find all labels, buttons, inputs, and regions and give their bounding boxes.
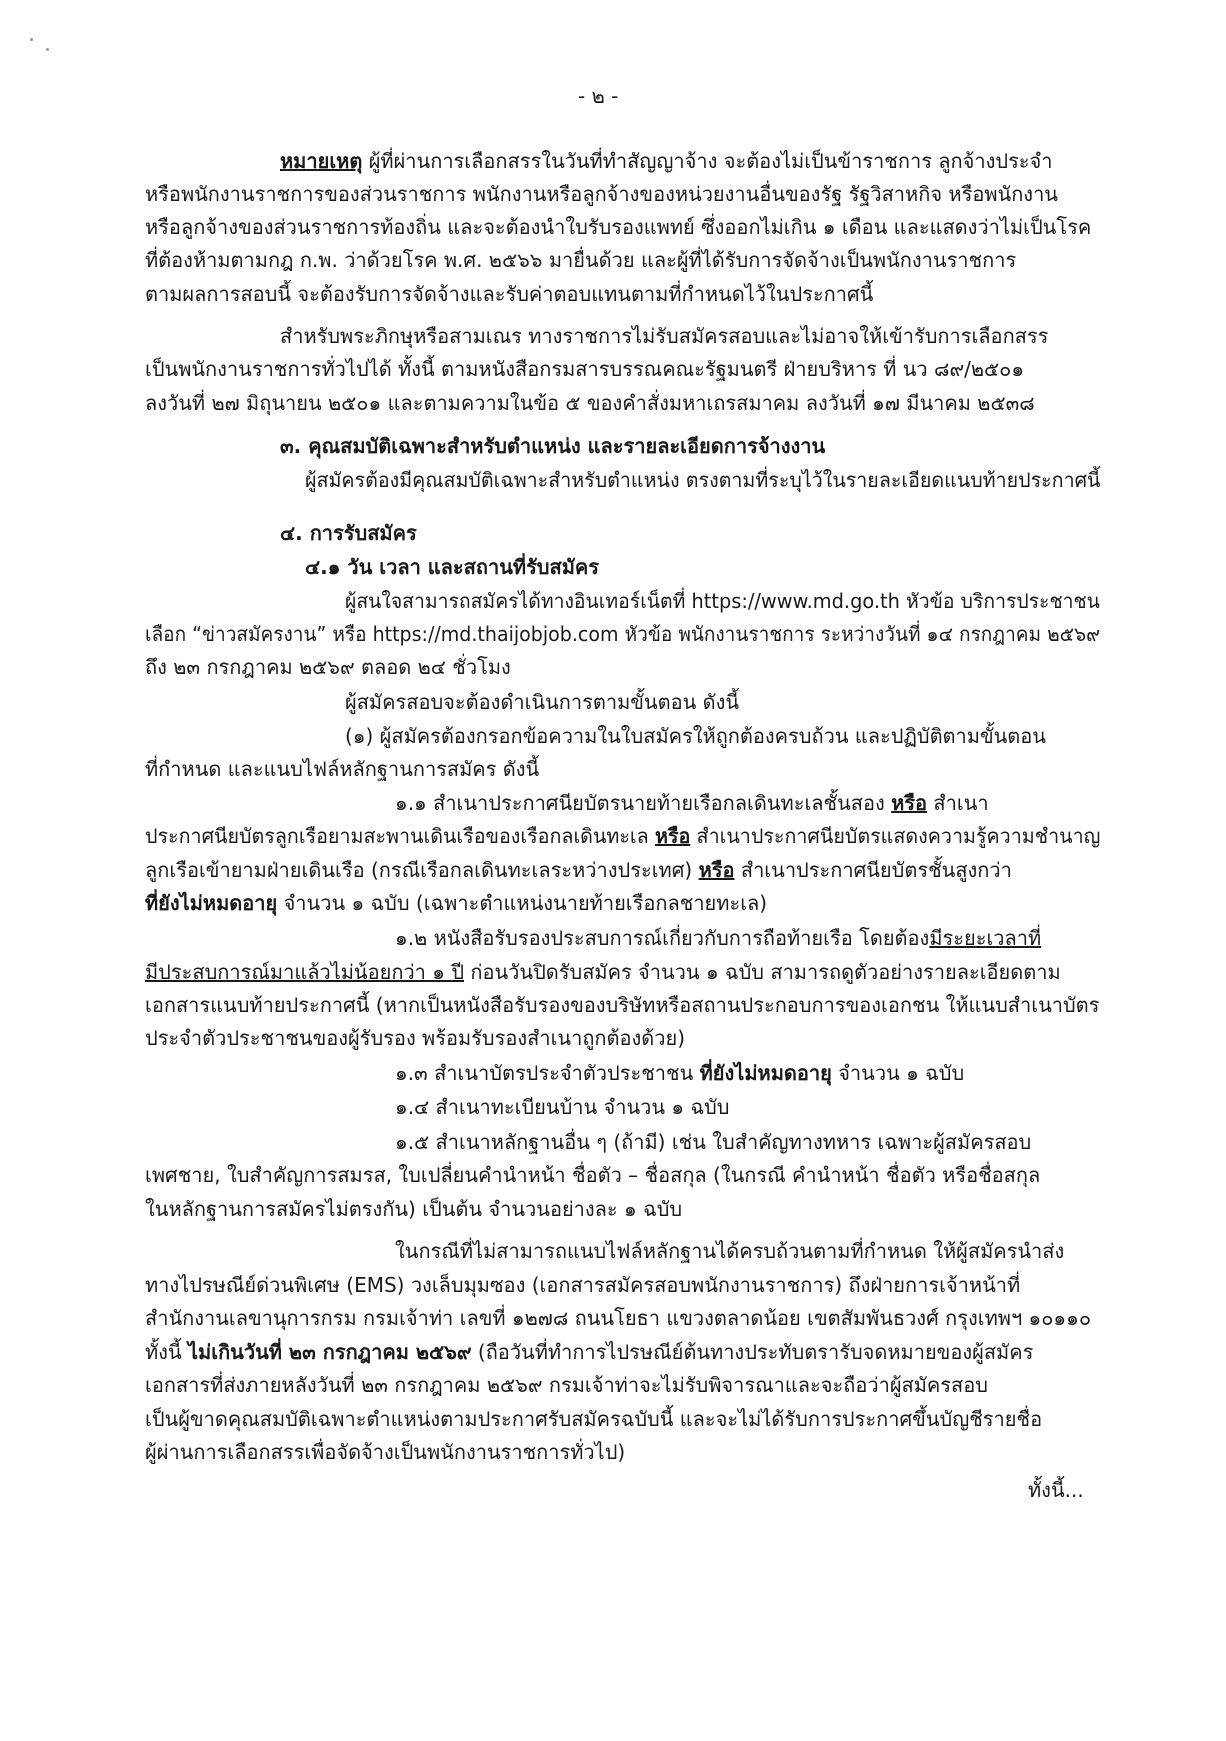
step-1-line-1: (๑) ผู้สมัครต้องกรอกข้อความในใบสมัครให้ถูกต้องครบถ้วน และปฏิบัติตามขั้นตอน — [345, 724, 1046, 748]
section-4-1-heading: ๔.๑ วัน เวลา และสถานที่รับสมัคร — [305, 555, 600, 579]
item-1-1-line-4 — [145, 889, 767, 917]
steps-intro: ผู้สมัครสอบจะต้องดำเนินการตามขั้นตอน ดังนี้ — [345, 690, 740, 714]
section-4-heading: ๔. การรับสมัคร — [280, 521, 417, 545]
item-1-3-line — [395, 1059, 964, 1087]
emphasis-experience: มีระยะเวลาที่ — [929, 926, 1042, 950]
ems-text: (ถือวันที่ทำการไปรษณีย์ต้นทางประทับตรารับจดหมายของผู้สมัคร — [471, 1340, 1034, 1364]
item-1-5-line-2: เพศชาย, ใบสำคัญการสมรส, ใบเปลี่ยนคำนำหน้า ชื่อตัว – ชื่อสกุล (ในกรณี คำนำหน้า ชื่อตัว หรือชื่อสกุล — [145, 1163, 1041, 1187]
monk-line-1: สำหรับพระภิกษุหรือสามเณร ทางราชการไม่รับสมัครสอบและไม่อาจให้เข้ารับการเลือกสรร — [280, 324, 1049, 348]
item-text: ๑.๓ สำเนาบัตรประจำตัวประชาชน — [395, 1061, 700, 1085]
item-text: ประกาศนียบัตรลูกเรือยามสะพานเดินเรือของเรือกลเดินทะเล — [145, 824, 655, 848]
item-1-2-line-2 — [145, 958, 1061, 986]
note-line-4: ที่ต้องห้ามตามกฎ ก.พ. ว่าด้วยโรค พ.ศ. ๒๕๖๖ มายื่นด้วย และผู้ที่ได้รับการจัดจ้างเป็นพนักงานราชการ — [145, 248, 1017, 272]
note-label: หมายเหตุ — [280, 149, 363, 173]
item-text: ๑.๑ สำเนาประกาศนียบัตรนายท้ายเรือกลเดินทะเลชั้นสอง — [395, 791, 892, 815]
scan-speck — [30, 38, 33, 41]
ems-line-4 — [145, 1338, 1033, 1366]
item-text: ๑.๒ หนังสือรับรองประสบการณ์เกี่ยวกับการถือท้ายเรือ โดยต้อง — [395, 926, 930, 950]
ems-line-7: ผู้ผ่านการเลือกสรรเพื่อจัดจ้างเป็นพนักงานราชการทั่วไป) — [145, 1440, 626, 1464]
ems-deadline: ไม่เกินวันที่ ๒๓ กรกฎาคม ๒๕๖๙ — [187, 1340, 472, 1364]
note-text: ผู้ที่ผ่านการเลือกสรรในวันที่ทำสัญญาจ้าง จะต้องไม่เป็นข้าราชการ ลูกจ้างประจำ — [368, 149, 1053, 173]
item-1-1-line-2 — [145, 822, 1100, 850]
ems-line-1: ในกรณีที่ไม่สามารถแนบไฟล์หลักฐานได้ครบถ้วนตามที่กำหนด ให้ผู้สมัครนำส่ง — [395, 1239, 1065, 1263]
emphasis-not-expired: ที่ยังไม่หมดอายุ — [145, 891, 278, 915]
item-text: ลูกเรือเข้ายามฝ่ายเดินเรือ (กรณีเรือกลเดินทะเลระหว่างประเทศ) — [145, 858, 699, 882]
item-1-2-line-4: ประจำตัวประชาชนของผู้รับรอง พร้อมรับรองสำเนาถูกต้องด้วย) — [145, 1026, 686, 1050]
ems-line-2: ทางไปรษณีย์ด่วนพิเศษ (EMS) วงเล็บมุมซอง (เอกสารสมัครสอบพนักงานราชการ) ถึงฝ่ายการเจ้าหน้าที่ — [145, 1273, 1021, 1297]
section-3-text: ผู้สมัครต้องมีคุณสมบัติเฉพาะสำหรับตำแหน่ง ตรงตามที่ระบุไว้ในรายละเอียดแนบท้ายประกาศนี้ — [305, 468, 1101, 492]
scan-speck — [46, 48, 49, 51]
item-text: ก่อนวันปิดรับสมัคร จำนวน ๑ ฉบับ สามารถดูตัวอย่างรายละเอียดตาม — [464, 960, 1061, 984]
apply-line-2: เลือก “ข่าวสมัครงาน” หรือ https://md.thaijobjob.com หัวข้อ พนักงานราชการ ระหว่างวันที่ ๑๔ กรกฎาคม ๒๕๖๙ — [145, 622, 1101, 646]
emphasis-not-expired: ที่ยังไม่หมดอายุ — [699, 1061, 832, 1085]
apply-line-1: ผู้สนใจสามารถสมัครได้ทางอินเทอร์เน็ตที่ https://www.md.go.th หัวข้อ บริการประชาชน — [345, 589, 1100, 613]
note-line-5: ตามผลการสอบนี้ จะต้องรับการจัดจ้างและรับค่าตอบแทนตามที่กำหนดไว้ในประกาศนี้ — [145, 282, 874, 306]
apply-line-3: ถึง ๒๓ กรกฎาคม ๒๕๖๙ ตลอด ๒๔ ชั่วโมง — [145, 655, 511, 679]
item-text: สำเนาประกาศนียบัตรชั้นสูงกว่า — [734, 858, 1012, 882]
item-text: จำนวน ๑ ฉบับ — [831, 1061, 965, 1085]
emphasis-or: หรือ — [698, 858, 735, 882]
section-3-heading: ๓. คุณสมบัติเฉพาะสำหรับตำแหน่ง และรายละเอียดการจ้างงาน — [280, 434, 826, 458]
emphasis-experience: มีประสบการณ์มาแล้วไม่น้อยกว่า ๑ ปี — [145, 960, 465, 984]
emphasis-or: หรือ — [891, 791, 928, 815]
item-text: สำเนา — [927, 791, 989, 815]
step-1-line-2: ที่กำหนด และแนบไฟล์หลักฐานการสมัคร ดังนี้ — [145, 757, 540, 781]
item-1-1-line-3 — [145, 856, 1012, 884]
item-text: สำเนาประกาศนียบัตรแสดงความรู้ความชำนาญ — [690, 824, 1101, 848]
item-1-2-line-3: เอกสารแนบท้ายประกาศนี้ (หากเป็นหนังสือรับรองของบริษัทหรือสถานประกอบการของเอกชน ให้แนบสำเนาบัตร — [145, 993, 1100, 1017]
ems-line-3: สำนักงานเลขานุการกรม กรมเจ้าท่า เลขที่ ๑๒๗๘ ถนนโยธา แขวงตลาดน้อย เขตสัมพันธวงศ์ กรุงเทพฯ ๑๐๑๑๐ — [145, 1306, 1092, 1330]
note-line-1 — [280, 147, 1053, 175]
item-text: จำนวน ๑ ฉบับ (เฉพาะตำแหน่งนายท้ายเรือกลชายทะเล) — [277, 891, 768, 915]
note-line-3: หรือลูกจ้างของส่วนราชการท้องถิ่น และจะต้องนำใบรับรองแพทย์ ซึ่งออกไม่เกิน ๑ เดือน และแสดงว่าไม่เป็นโรค — [145, 215, 1092, 239]
emphasis-or: หรือ — [654, 824, 691, 848]
ems-text: ทั้งนี้ — [145, 1340, 188, 1364]
ems-line-5: เอกสารที่ส่งภายหลังวันที่ ๒๓ กรกฎาคม ๒๕๖๙ กรมเจ้าท่าจะไม่รับพิจารณาและจะถือว่าผู้สมัครสอบ — [145, 1373, 988, 1397]
ems-line-6: เป็นผู้ขาดคุณสมบัติเฉพาะตำแหน่งตามประกาศรับสมัครฉบับนี้ และจะไม่ได้รับการประกาศขึ้นบัญชีรายชื่อ — [145, 1407, 1043, 1431]
item-1-1-line-1 — [395, 789, 989, 817]
item-1-2-line-1 — [395, 924, 1041, 952]
monk-line-2: เป็นพนักงานราชการทั่วไปได้ ทั้งนี้ ตามหนังสือกรมสารบรรณคณะรัฐมนตรี ฝ่ายบริหาร ที่ นว ๘๙/๒๕๐๑ — [145, 357, 1025, 381]
monk-line-3: ลงวันที่ ๒๗ มิถุนายน ๒๕๐๑ และตามความในข้อ ๕ ของคำสั่งมหาเถรสมาคม ลงวันที่ ๑๗ มีนาคม ๒๕๓๘ — [145, 391, 1035, 415]
item-1-5-line-1: ๑.๕ สำเนาหลักฐานอื่น ๆ (ถ้ามี) เช่น ใบสำคัญทางทหาร เฉพาะผู้สมัครสอบ — [395, 1130, 1032, 1154]
continuation-marker: ทั้งนี้... — [1028, 1478, 1084, 1502]
item-1-4-line: ๑.๔ สำเนาทะเบียนบ้าน จำนวน ๑ ฉบับ — [395, 1095, 730, 1119]
item-1-5-line-3: ในหลักฐานการสมัครไม่ตรงกัน) เป็นต้น จำนวนอย่างละ ๑ ฉบับ — [145, 1197, 683, 1221]
note-line-2: หรือพนักงานราชการของส่วนราชการ พนักงานหรือลูกจ้างของหน่วยงานอื่นของรัฐ รัฐวิสาหกิจ หรือพนักงาน — [145, 182, 1058, 206]
page-number: - ๒ - — [578, 84, 619, 108]
